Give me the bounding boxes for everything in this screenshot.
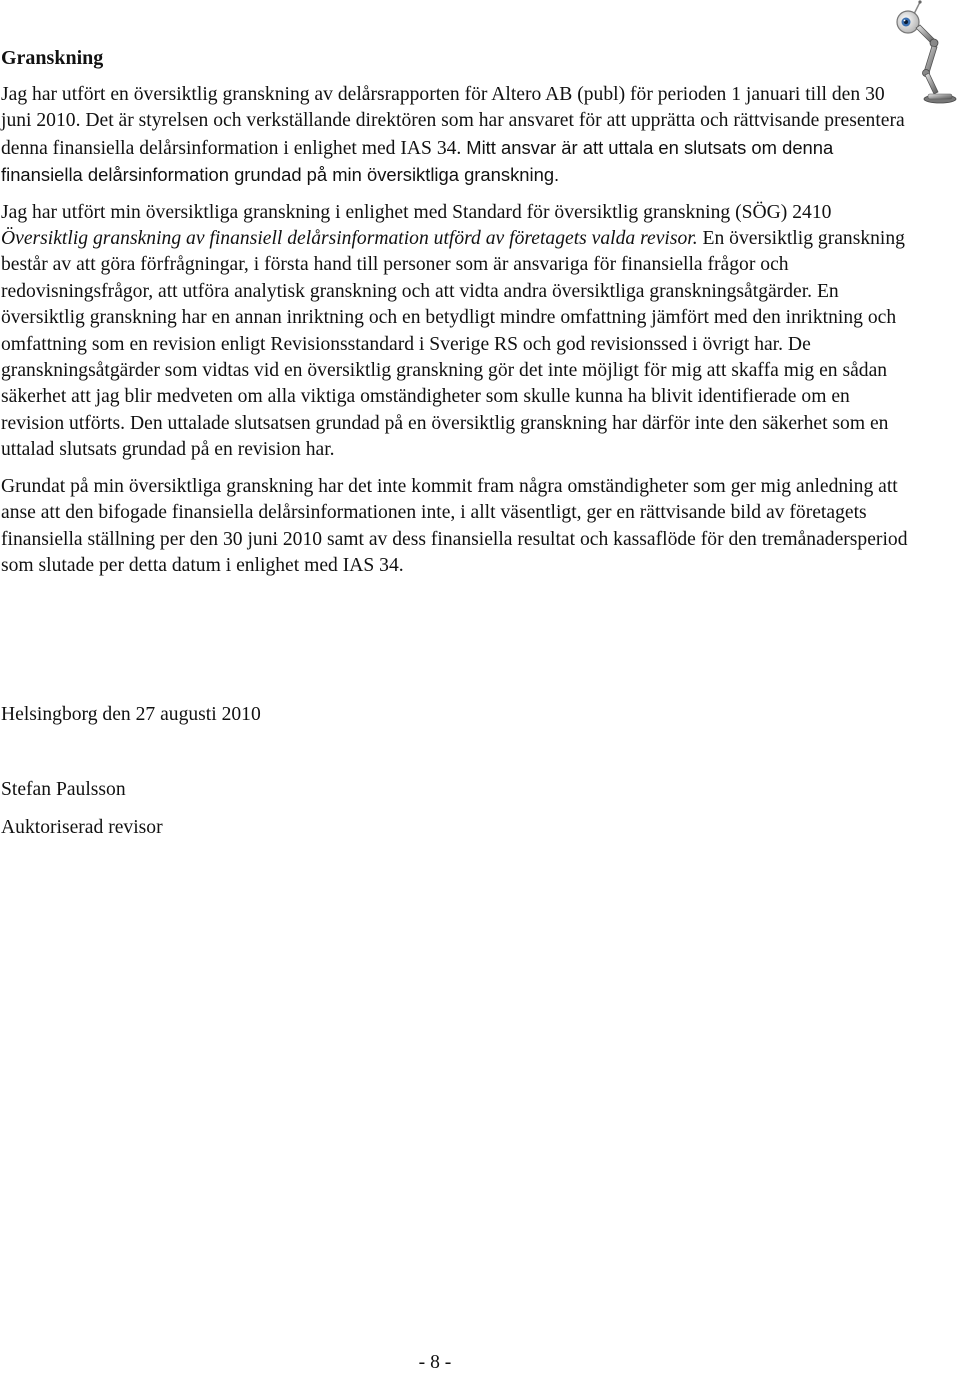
paragraph-method-lead: Jag har utfört min översiktliga granskning i enlighet med Standard för översiktlig granskning (SÖG) 2410 — [1, 201, 832, 223]
robot-lamp-icon — [888, 0, 960, 108]
standard-title: Översiktlig granskning av finansiell delårsinformation utförd av företagets valda revisor. — [1, 228, 698, 250]
signer-title: Auktoriserad revisor — [1, 817, 163, 838]
paragraph-method-rest: En översiktlig granskning består av att göra förfrågningar, i första hand till personer som är ansvariga för finansiella frågor och redovisningsfrågor, att utföra analytisk granskning och att vidta andra översiktliga granskningsåtgärder. En översiktlig granskning har en annan inriktning och en betydligt mindre omfattning jämfört med den inriktning och omfattning som en revision enligt Revisionsstandard i Sverige RS och god revisionssed i övrigt har. De granskningsåtgärder som vidtas vid en översiktlig granskning gör det inte möjligt för mig att skaffa mig en sådan säkerhet att jag blir medveten om alla viktiga omständigheter som skulle kunna ha blivit identifierade om en revision utförts. Den uttalade slutsatsen grundad på en översiktlig granskning har därför inte den säkerhet som en uttalad slutsats grundad på en revision har. — [1, 228, 905, 461]
signer-name: Stefan Paulsson — [1, 779, 126, 800]
document-body — [1, 44, 916, 589]
place-and-date: Helsingborg den 27 augusti 2010 — [1, 704, 261, 725]
section-heading: Granskning — [1, 47, 104, 69]
paragraph-scope-text: Jag har utfört en översiktlig granskning av delårsrapporten för Altero AB (publ) för perioden 1 januari till den 30 juni 2010. Det är styrelsen och verkställande direktören som har ansvaret för att upprätta och rättvisande presentera denna finansiella delårsinformation i enlighet med IAS 34. — [1, 84, 905, 159]
page-number: - 8 - — [418, 1352, 452, 1373]
paragraph-scope — [1, 82, 916, 190]
paragraph-responsibility-text: Mitt ansvar är att uttala en slutsats om denna finansiella delårsinformation grundad på min översiktliga granskning. — [1, 136, 834, 186]
paragraph-conclusion: Grundat på min översiktliga granskning har det inte kommit fram några omständigheter som ger mig anledning att anse att den bifogade finansiella delårsinformationen inte, i allt väsentligt, ger en rättvisande bild av företagets finansiella ställning per den 30 juni 2010 samt av dess finansiella resultat och kassaflöde för den tremånadersperiod som slutade per detta datum i enlighet med IAS 34. — [1, 475, 908, 576]
paragraph-method — [1, 200, 916, 464]
